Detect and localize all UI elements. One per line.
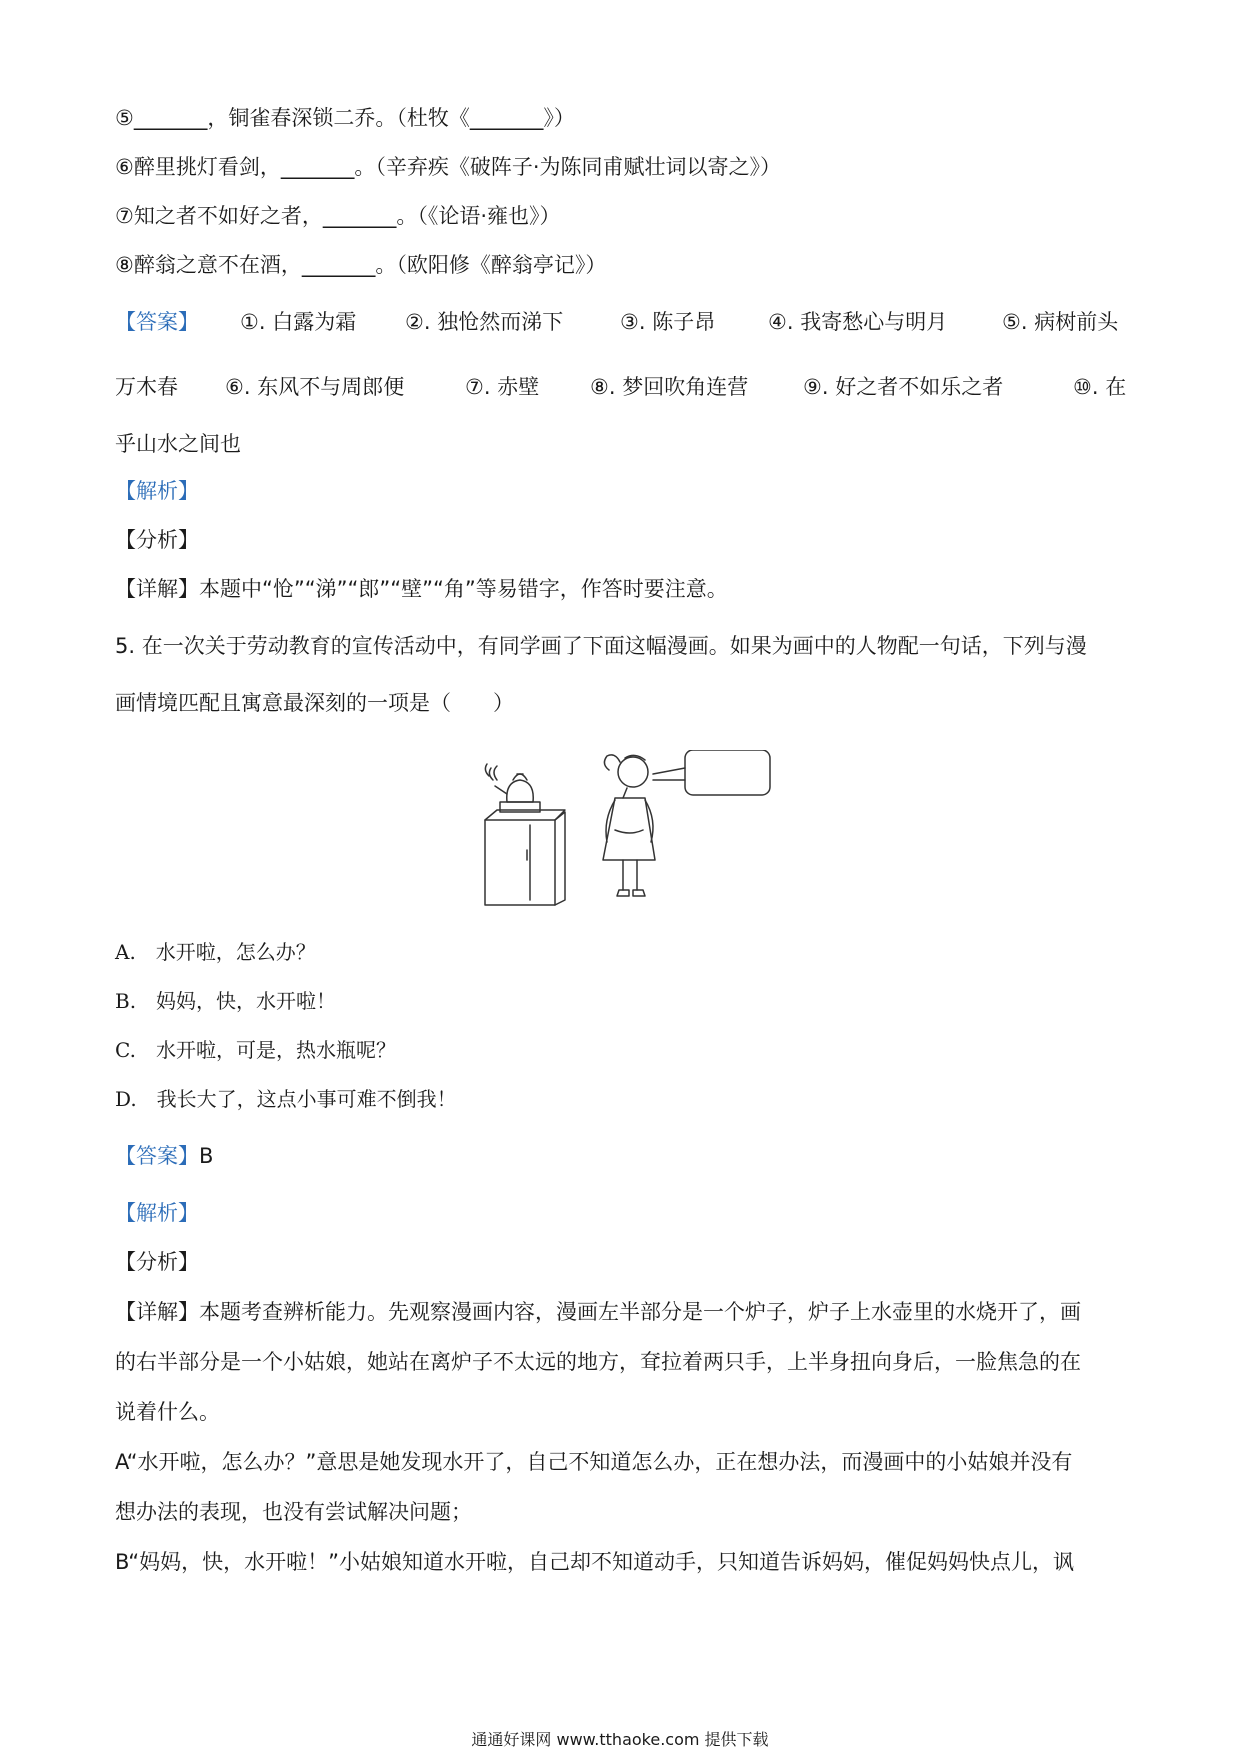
q5-option-d: D. 我长大了，这点小事可难不倒我！ [115, 1087, 457, 1111]
fill-line-7: ⑦知之者不如好之者，_______。（《论语·雍也》） [115, 204, 561, 228]
q5-stem-line-1: 5. 在一次关于劳动教育的宣传活动中，有同学画了下面这幅漫画。如果为画中的人物配一句话，下列与漫 [115, 634, 1087, 658]
fill-line-6: ⑥醉里挑灯看剑，_______。（辛弃疾《破阵子·为陈同甫赋壮词以寄之》） [115, 155, 781, 179]
kettle-drawing [485, 764, 533, 802]
q5-option-b: B. 妈妈，快，水开啦！ [115, 989, 337, 1013]
answer-num: ⑧. [590, 375, 616, 399]
answer-item-7 [465, 377, 539, 398]
answer-num: ②. [405, 310, 431, 334]
answer-item-9 [803, 377, 1003, 398]
answer-text: 在 [1105, 375, 1127, 399]
q4-answer-continuation: 乎山水之间也 [115, 432, 241, 456]
q4-fenxi-heading: 【分析】 [115, 528, 199, 552]
answer-value: B [199, 1144, 214, 1168]
answer-text: 东风不与周郎便 [257, 375, 405, 399]
answer-label: 【答案】 [115, 310, 199, 334]
q5-detail-line-3: 说着什么。 [115, 1400, 220, 1424]
answer-text: 病树前头 [1034, 310, 1119, 334]
answer-num: ⑩. [1073, 375, 1099, 399]
answer-num: ③. [620, 310, 646, 334]
answer-num: ①. [240, 310, 266, 334]
answer-item-10 [1073, 377, 1126, 398]
answer-text: 陈子昂 [652, 310, 716, 334]
q4-detail: 【详解】本题中“怆”“涕”“郎”“壁”“角”等易错字，作答时要注意。 [115, 577, 728, 601]
answer-item-8 [590, 377, 748, 398]
answer-label: 【答案】 [115, 1144, 199, 1168]
answer-num: ⑦. [465, 375, 491, 399]
cartoon-illustration [475, 750, 805, 910]
answer-item-6 [225, 377, 404, 398]
answer-num: ④. [768, 310, 794, 334]
fill-line-8: ⑧醉翁之意不在酒，_______。（欧阳修《醉翁亭记》） [115, 253, 607, 277]
answer-text: 我寄愁心与明月 [800, 310, 948, 334]
answer-text: 梦回吹角连营 [622, 375, 749, 399]
q4-jiexi-heading: 【解析】 [115, 479, 199, 503]
speech-bubble [653, 750, 770, 795]
answer-item-4 [768, 312, 947, 333]
answer-item-3 [620, 312, 715, 333]
girl-drawing [603, 755, 655, 896]
answer-num: ⑨. [803, 375, 829, 399]
q5-detail-line-6: B“妈妈，快，水开啦！”小姑娘知道水开啦，自己却不知道动手，只知道告诉妈妈，催促妈妈快点儿，讽 [115, 1550, 1075, 1574]
answer-num: ⑥. [225, 375, 251, 399]
q5-answer [115, 1146, 213, 1167]
stove-drawing [485, 802, 565, 905]
fill-line-5: ⑤_______，铜雀春深锁二乔。（杜牧《_______》） [115, 106, 575, 130]
q5-jiexi-heading: 【解析】 [115, 1201, 199, 1225]
q5-detail-line-2: 的右半部分是一个小姑娘，她站在离炉子不太远的地方，耷拉着两只手，上半身扭向身后，一脸焦急的在 [115, 1350, 1081, 1374]
answer-text: 好之者不如乐之者 [835, 375, 1004, 399]
answer-item-2 [405, 312, 563, 333]
q5-option-a: A. 水开啦，怎么办？ [115, 940, 316, 964]
q5-stem-line-2: 画情境匹配且寓意最深刻的一项是（ ） [115, 691, 514, 715]
q5-detail-line-4: A“水开啦，怎么办？”意思是她发现水开了，自己不知道怎么办，正在想办法，而漫画中的小姑娘并没有 [115, 1450, 1073, 1474]
answer-item-5 [1002, 312, 1118, 333]
q5-detail-line-5: 想办法的表现，也没有尝试解决问题； [115, 1500, 472, 1524]
answer-text: 独怆然而涕下 [437, 310, 564, 334]
q5-detail-line-1: 【详解】本题考查辨析能力。先观察漫画内容，漫画左半部分是一个炉子，炉子上水壶里的水烧开了，画 [115, 1300, 1081, 1324]
q5-option-c: C. 水开啦，可是，热水瓶呢？ [115, 1038, 396, 1062]
answer-text: 赤壁 [497, 375, 540, 399]
answer-item-5-cont: 万木春 [115, 375, 178, 399]
answer-num: ⑤. [1002, 310, 1028, 334]
answer-text: 白露为霜 [272, 310, 357, 334]
page-footer: 通通好课网 www.tthaoke.com 提供下载 [471, 1730, 769, 1749]
answer-item-1 [240, 312, 356, 333]
q5-fenxi-heading: 【分析】 [115, 1250, 199, 1274]
